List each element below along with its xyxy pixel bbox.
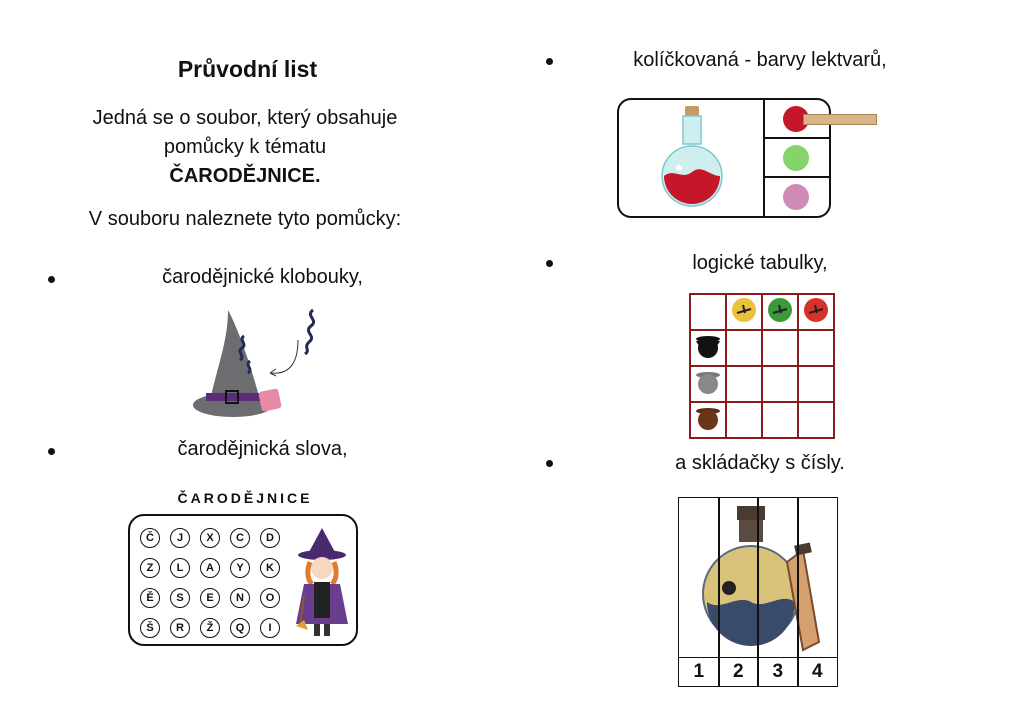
item-label-hats: čarodějnické klobouky, — [162, 266, 363, 288]
logic-cell — [690, 330, 726, 366]
word-search-title: ČARODĚJNICE — [177, 490, 313, 506]
subheading: V souboru naleznete tyto pomůcky: — [88, 208, 402, 230]
letter-cell: Ž — [200, 618, 220, 638]
logic-cell — [690, 294, 726, 330]
puzzle-number: 1 — [693, 661, 705, 682]
bullet — [546, 58, 553, 65]
letter-cell: I — [260, 618, 280, 638]
letter-cell: N — [230, 588, 250, 608]
letter-cell: Y — [230, 558, 250, 578]
letter-cell: Ě — [140, 588, 160, 608]
letter-cell: R — [170, 618, 190, 638]
puzzle-number-row — [679, 657, 837, 686]
puzzle-number: 2 — [732, 661, 744, 682]
logic-cell — [726, 294, 762, 330]
logic-cell — [762, 294, 798, 330]
card-divider — [763, 176, 831, 178]
logic-cell — [726, 366, 762, 402]
letter-cell: C — [230, 528, 250, 548]
intro-line-2: pomůcky k tématu — [163, 136, 327, 158]
bullet — [546, 260, 553, 267]
cauldron-brown-icon — [694, 405, 722, 431]
intro-line-1: Jedná se o soubor, který obsahuje — [92, 107, 398, 129]
bullet — [546, 460, 553, 467]
page-title: Průvodní list — [177, 56, 318, 82]
cauldron-gray-icon — [694, 369, 722, 395]
letter-cell: K — [260, 558, 280, 578]
word-search-card — [128, 514, 358, 646]
letter-cell: Q — [230, 618, 250, 638]
letter-cell: Š — [140, 618, 160, 638]
witch-girl-icon — [292, 526, 352, 638]
item-label-clothespins: kolíčkovaná - barvy lektvarů, — [633, 49, 887, 71]
logic-cell — [726, 330, 762, 366]
logic-table — [689, 293, 835, 439]
card-divider — [763, 100, 765, 216]
letter-cell: A — [200, 558, 220, 578]
intro-theme: ČARODĚJNICE. — [169, 165, 321, 187]
green-dot — [783, 145, 809, 171]
item-label-words: čarodějnická slova, — [177, 438, 348, 460]
letter-cell: X — [200, 528, 220, 548]
letter-cell: O — [260, 588, 280, 608]
logic-cell — [762, 402, 798, 438]
pink-dot — [783, 184, 809, 210]
letter-cell: S — [170, 588, 190, 608]
bullet — [48, 448, 55, 455]
intro-text — [60, 104, 430, 191]
card-divider — [763, 137, 831, 139]
letter-cell: J — [170, 528, 190, 548]
letter-grid — [140, 528, 280, 638]
witch-moon-green-icon — [767, 297, 793, 323]
witch-hat-icon — [188, 305, 328, 423]
logic-cell — [690, 402, 726, 438]
cauldron-black-icon — [694, 333, 722, 359]
letter-cell: E — [200, 588, 220, 608]
logic-cell — [762, 330, 798, 366]
letter-cell: L — [170, 558, 190, 578]
logic-cell — [798, 366, 834, 402]
logic-cell — [690, 366, 726, 402]
bullet — [48, 276, 55, 283]
item-label-puzzles: a skládačky s čísly. — [675, 452, 845, 474]
letter-cell: Č — [140, 528, 160, 548]
letter-cell: D — [260, 528, 280, 548]
item-label-logic: logické tabulky, — [692, 252, 828, 274]
logic-cell — [798, 402, 834, 438]
witch-moon-yellow-icon — [731, 297, 757, 323]
logic-cell — [726, 402, 762, 438]
clothespin-card — [617, 98, 831, 218]
puzzle-number: 4 — [811, 661, 823, 682]
logic-cell — [798, 294, 834, 330]
number-puzzle — [678, 497, 838, 687]
witch-moon-red-icon — [803, 297, 829, 323]
logic-cell — [762, 366, 798, 402]
puzzle-number: 3 — [772, 661, 784, 682]
potion-bottle-icon — [659, 106, 725, 214]
logic-cell — [798, 330, 834, 366]
letter-cell: Z — [140, 558, 160, 578]
clothespin-icon — [803, 114, 877, 125]
